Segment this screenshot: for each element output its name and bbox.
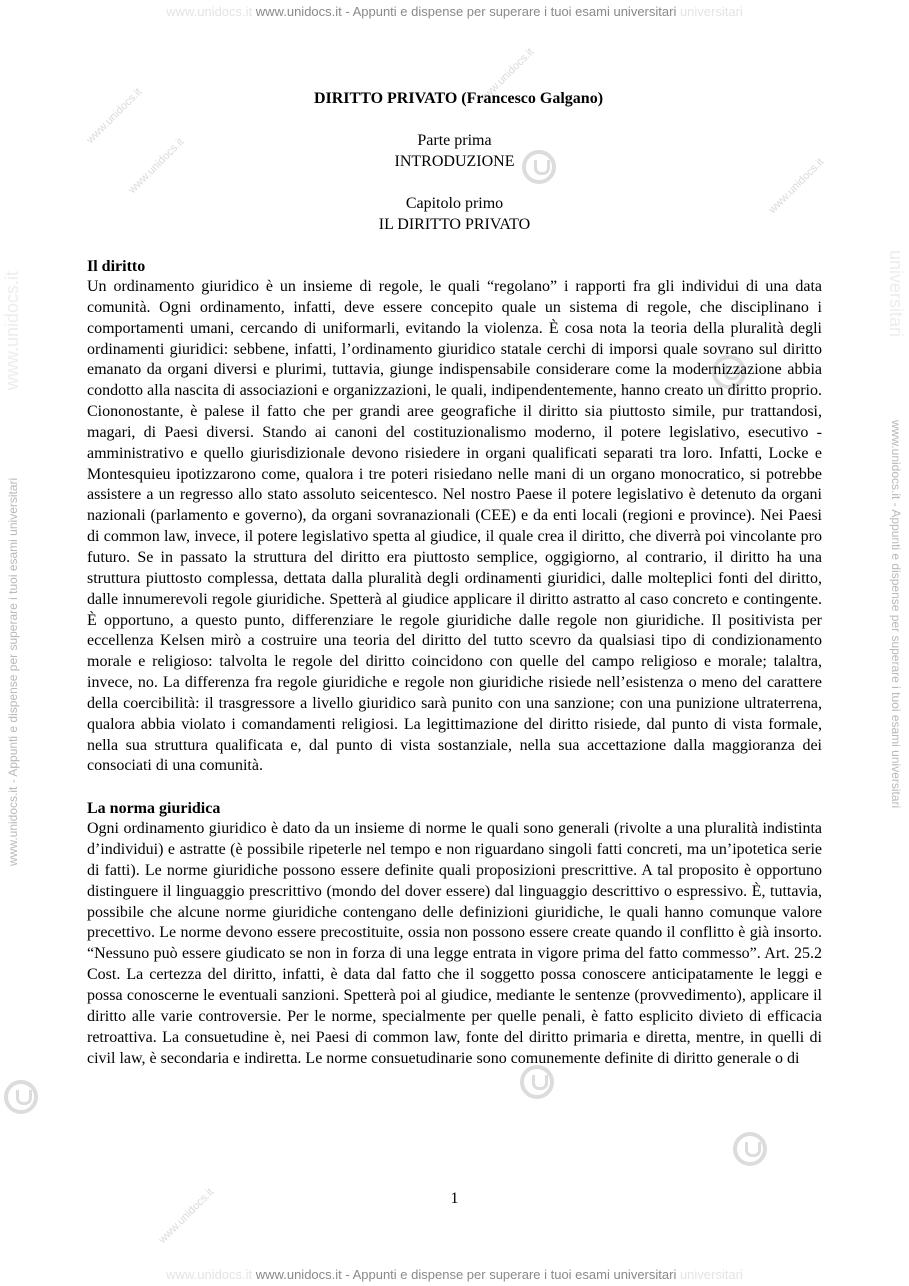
watermark-top-text: www.unidocs.it - Appunti e dispense per superare i tuoi esami universitari [255,4,677,19]
section-paragraph: Ogni ordinamento giuridico è dato da un insieme di norme le quali sono generali (rivolte a una pluralità indistinta d’individui) e astratte (è possibile ripeterle nel tempo e non riguardano singoli fatti concreti, ma un’ipotetica serie di fatti). Le norme giuridiche possono essere definite quali proposizioni prescrittive. A tal proposito è opportuno distinguere il linguaggio prescrittivo (mondo del dover essere) dal linguaggio descrittivo o espressivo. È, tuttavia, possibile che alcune norme giuridiche contengano delle definizioni giuridiche, le quali hanno comunque valore precettivo. Le norme devono essere precostituite, ossia non possono essere create quando il conflitto è già insorto. “Nessuno può essere giudicato se non in forza di una legge entrata in vigore prima del fatto commesso”. Art. 25.2 Cost. La certezza del diritto, infatti, è data dal fatto che il soggetto possa conoscere anticipatamente le leggi e possa conoscerne le eventuali sanzioni. Spetterà poi al giudice, mediante le sentenze (provvedimento), applicare il diritto alle varie controversie. Per le norme, specialmente per quelle penali, è fatto esplicito divieto di efficacia retroattiva. La consuetudine è, nei Paesi di common law, fonte del diritto primaria e diretta, mentre, in quelli di civil law, è secondaria e indiretta. Le norme consuetudinarie sono comunemente definite di diritto generale o di [87,820,822,1067]
unidocs-logo-icon [4,1080,38,1114]
watermark-header [0,4,909,19]
watermark-footer [0,1267,909,1282]
watermark-ghost-suffix: universitari [679,4,743,19]
watermark-diagonal: www.unidocs.it [476,46,537,106]
chapter-title: IL DIRITTO PRIVATO [378,216,531,233]
part-title: INTRODUZIONE [394,153,515,170]
watermark-diagonal: www.unidocs.it [126,136,187,196]
section-heading: Il diritto [87,258,146,275]
part-label: Parte prima [417,132,492,149]
unidocs-logo-icon [733,1132,767,1166]
watermark-ghost-domain-bottom: www.unidocs.it [166,1267,253,1282]
watermark-left-side: www.unidocs.it - Appunti e dispense per superare i tuoi esami universitari [6,477,20,866]
watermark-right-ghost: universitari [886,250,906,338]
watermark-ghost-domain: www.unidocs.it [166,4,253,19]
page-number: 1 [450,1190,459,1207]
watermark-left-ghost: www.unidocs.it [2,270,22,390]
document-page [87,88,822,1069]
watermark-diagonal: www.unidocs.it [766,156,827,216]
watermark-diagonal: www.unidocs.it [84,86,145,146]
watermark-bottom-text: www.unidocs.it - Appunti e dispense per superare i tuoi esami universitari [255,1267,677,1282]
watermark-diagonal: www.unidocs.it [156,1186,217,1246]
section-paragraph: Un ordinamento giuridico è un insieme di regole, le quali “regolano” i rapporti fra gli individui di una data comunità. Ogni ordinamento, infatti, deve essere concepito quale un sistema di regole, che disciplinano i comportamenti umani, cercando di uniformarli, evitando la violenza. È cosa nota la teoria della pluralità degli ordinamenti giuridici: sebbene, infatti, l’ordinamento giuridico statale cerchi di imporsi quale sovrano sul diritto emanato da organi diversi e plurimi, tuttavia, giunge indispensabile considerare come la modernizzazione abbia condotto alla nascita di associazioni e organizzazioni, le quali, indipendentemente, hanno creato un diritto proprio. Ciononostante, è palese il fatto che per grandi aree geografiche il diritto sia piuttosto simile, pur trattandosi, magari, di Paesi diversi. Stando ai canoni del costituzionalismo moderno, il potere legislativo, esecutivo - amministrativo e quello giurisdizionale devono risiedere in organi qualificati separati tra loro. Infatti, Locke e Montesquieu ipotizzarono come, qualora i tre poteri risiedano nelle mani di un organo monocratico, si potrebbe assistere a un regresso allo stato assoluto seicentesco. Nel nostro Paese il potere legislativo è detenuto da organi nazionali (parlamento e governo), da organi sovranazionali (CEE) e da enti locali (regioni e province). Nei Paesi di common law, invece, il potere legislativo spetta al giudice, il quale crea il diritto, che diverrà poi vincolante pro futuro. Se in passato la struttura del diritto era piuttosto semplice, oggigiorno, al contrario, il diritto ha una struttura piuttosto complessa, dettata dalla pluralità degli ordinamenti giuridici, dalle molteplici fonti del diritto, dalle innumerevoli regole giuridiche. Spetterà al giudice applicare il diritto astratto al caso concreto e contingente. È opportuno, a questo punto, differenziare le regole giuridiche dalle regole non giuridiche. Il positivista per eccellenza Kelsen mirò a costruire una teoria del diritto del tutto scevro da qualsiasi tipo di condizionamento morale e religioso: talvolta le regole del diritto coincidono con quelle del campo religioso e morale; talaltra, invece, no. La differenza fra regole giuridiche e regole non giuridiche risiede nell’esistenza o meno del carattere della coercibilità: il trasgressore a livello giuridico sarà punito con una sanzione; con una punizione ultraterrena, qualora abbia violato i comandamenti religiosi. La legittimazione del diritto risiede, dal punto di vista formale, nella sua struttura qualificata e, dal punto di vista sostanziale, nella sua accettazione dalla maggioranza dei consociati di una comunità. [87,278,822,775]
section-heading: La norma giuridica [87,800,221,818]
watermark-right-side: www.unidocs.it - Appunti e dispense per superare i tuoi esami universitari [889,420,903,809]
watermark-ghost-suffix-bottom: universitari [679,1267,743,1282]
document-title: DIRITTO PRIVATO (Francesco Galgano) [313,90,604,107]
unidocs-logo-icon [520,1065,554,1099]
chapter-label: Capitolo primo [405,195,504,212]
